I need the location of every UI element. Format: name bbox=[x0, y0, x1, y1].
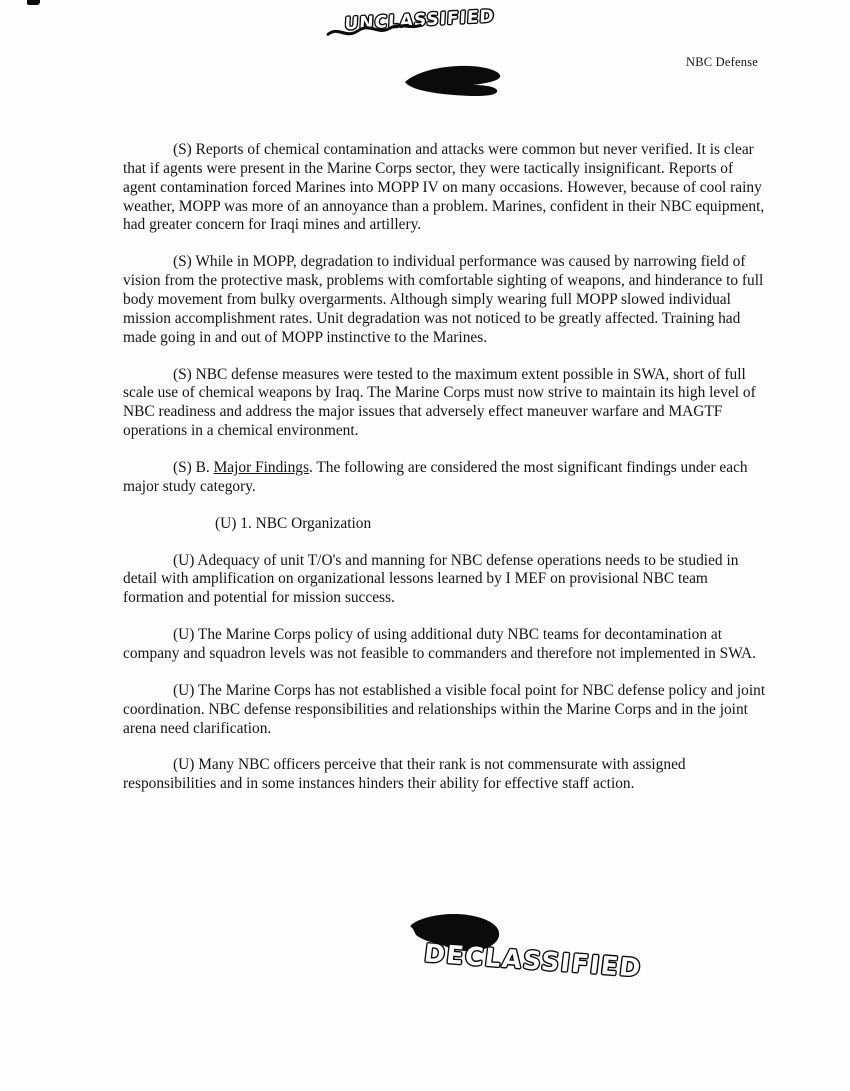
redaction-scribble-top bbox=[403, 62, 503, 100]
paragraph-nbc-defense-measures: (S) NBC defense measures were tested to the maximum extent possible in SWA, short of full scale use of chemical weapons by Iraq. The Marine Corps must now strive to maintain its high level of NBC readiness and address the major issues that adversely effect maneuver warfare and MAGTF operations in a chemical environment. bbox=[123, 365, 756, 440]
declassified-stamp-text: DECLASSIFIED bbox=[422, 938, 644, 983]
major-findings-prefix: (S) B. bbox=[173, 459, 214, 477]
unclassified-stamp-text: UNCLASSIFIED bbox=[344, 6, 496, 35]
paragraph-officer-rank: (U) Many NBC officers perceive that their rank is not commensurate with assigned responsibilities and in some instances hinders their ability for effective staff action. bbox=[123, 756, 686, 793]
scan-artifact bbox=[27, 0, 40, 5]
section-heading-nbc-organization: (U) 1. NBC Organization bbox=[215, 514, 372, 532]
paragraph-major-findings bbox=[123, 459, 768, 497]
paragraph-focal-point: (U) The Marine Corps has not established a visible focal point for NBC defense policy and joint coordination. NBC defense responsibilities and relationships within the Marine Corps and in the joint arena need clarification. bbox=[123, 681, 766, 737]
paragraph-additional-duty-teams: (U) The Marine Corps policy of using additional duty NBC teams for decontamination at company and squadron levels was not feasible to commanders and therefore not implemented in SWA. bbox=[123, 626, 756, 663]
unclassified-stamp bbox=[343, 5, 515, 50]
document-body bbox=[123, 141, 768, 812]
paragraph-unit-to-manning: (U) Adequacy of unit T/O's and manning for NBC defense operations needs to be studied in detail with amplification on organizational lessons learned by I MEF on provisional NBC team formation and potential for mission success. bbox=[123, 551, 739, 607]
paragraph-chemical-contamination: (S) Reports of chemical contamination and attacks were common but never verified. It is clear that if agents were present in the Marine Corps sector, they were tactically insignificant. Reports of agent contamination forced Marines into MOPP IV on many occasions. However, because of cool rainy weather, MOPP was more of an annoyance than a problem. Marines, confident in their NBC equipment, had greater concern for Iraqi mines and artillery. bbox=[123, 141, 765, 234]
paragraph-mopp-degradation: (S) While in MOPP, degradation to individual performance was caused by narrowing field of vision from the protective mask, problems with comfortable sighting of weapons, and hinderance to full body movement from bulky overgarments. Although simply wearing full MOPP slowed individual mission accomplishment rates. Unit degradation was not noticed to be greatly affected. Training had made going in and out of MOPP instinctive to the Marines. bbox=[123, 253, 764, 346]
page-header-label: NBC Defense bbox=[686, 55, 758, 69]
major-findings-rest: . The following are considered the most significant findings under each major study category. bbox=[123, 459, 748, 495]
major-findings-underlined-title: Major Findings bbox=[213, 459, 309, 477]
declassified-stamp bbox=[422, 938, 643, 982]
